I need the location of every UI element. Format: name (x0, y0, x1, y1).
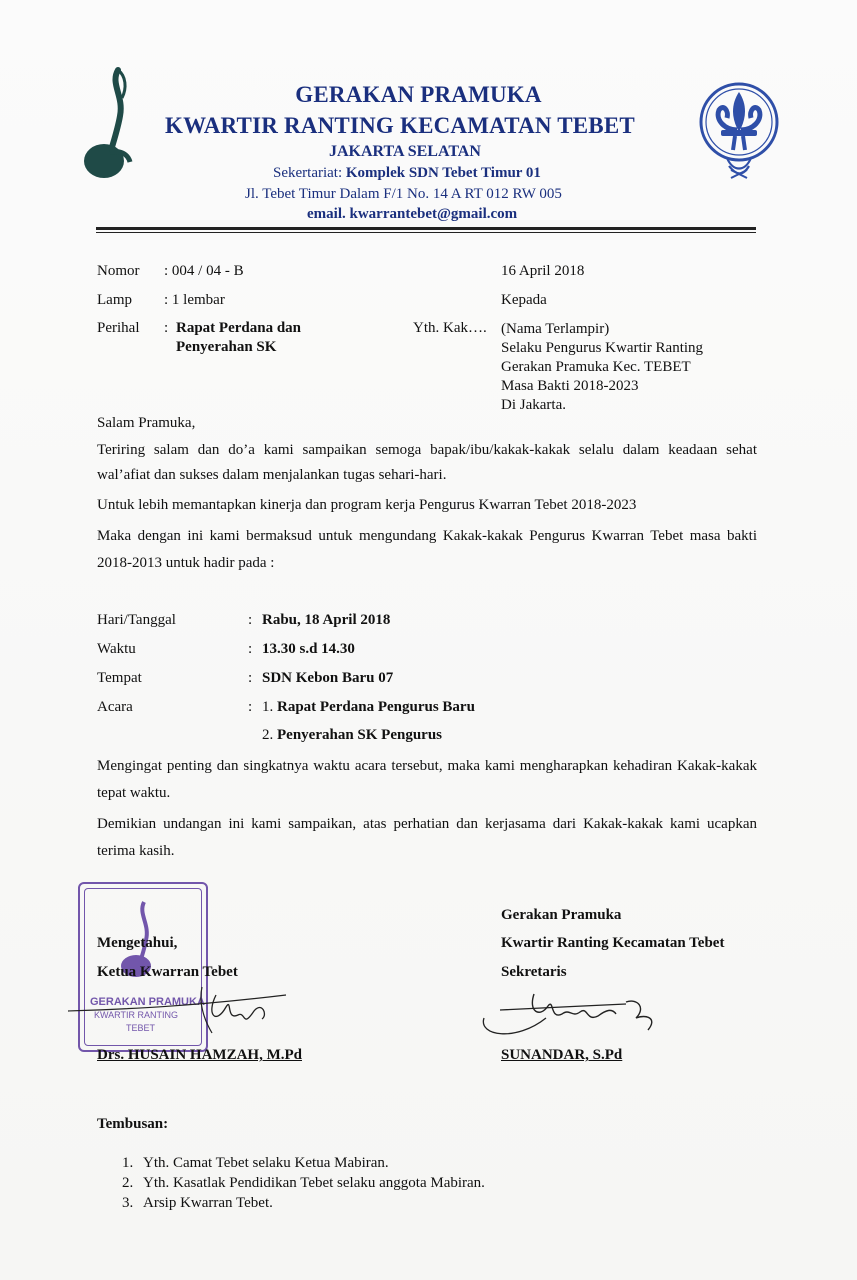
nomor-value: : 004 / 04 - B (164, 263, 244, 279)
stamp-line-2: KWARTIR RANTING (94, 1010, 179, 1020)
waktu-label: Waktu (97, 641, 136, 657)
right-sign-line1: Gerakan Pramuka (501, 907, 622, 923)
list-item: 2. Yth. Kasatlak Pendidikan Tebet selaku anggota Mabiran. (137, 1173, 485, 1193)
secretariat: Sekertariat: Komplek SDN Tebet Timur 01 (273, 165, 541, 181)
kepada-label: Kepada (501, 292, 547, 308)
cc-list (97, 1153, 485, 1213)
acara-item-1: 1. Rapat Perdana Pengurus Baru (262, 699, 475, 715)
tempat-value: SDN Kebon Baru 07 (262, 670, 394, 686)
list-item: 1. Yth. Camat Tebet selaku Ketua Mabiran. (137, 1153, 485, 1173)
lamp-label: Lamp (97, 292, 132, 308)
left-sign-name: Drs. HUSAIN HAMZAH, M.Pd (97, 1047, 302, 1063)
waktu-value: 13.30 s.d 14.30 (262, 641, 355, 657)
lamp-value: : 1 lembar (164, 292, 225, 308)
letter-date: 16 April 2018 (501, 263, 585, 279)
hari-colon: : (248, 612, 253, 628)
acara-item-2: 2. Penyerahan SK Pengurus (262, 727, 443, 743)
address: Jl. Tebet Timur Dalam F/1 No. 14 A RT 012 RW 005 (245, 186, 562, 202)
city-title: JAKARTA SELATAN (329, 143, 481, 160)
unit-title: KWARTIR RANTING KECAMATAN TEBET (165, 113, 635, 138)
right-sign-name: SUNANDAR, S.Pd (501, 1047, 623, 1063)
stamp-line-1: GERAKAN PRAMUKA (90, 996, 205, 1008)
nomor-label: Nomor (97, 263, 140, 279)
right-signature-icon (476, 988, 666, 1046)
paragraph-1: Teriring salam dan do’a kami sampaikan semoga bapak/ibu/kakak-kakak selalu dalam keadaan sehat wal’afiat dan sukses dalam menjalankan tugas sehari-hari. (97, 442, 757, 483)
cc-title: Tembusan: (97, 1116, 169, 1132)
org-title: GERAKAN PRAMUKA (295, 82, 542, 107)
stamp-line-3: TEBET (126, 1023, 156, 1033)
paragraph-5: Demikian undangan ini kami sampaikan, atas perhatian dan kerjasama dari Kakak-kakak kami ucapkan terima kasih. (97, 816, 757, 859)
paragraph-4: Mengingat penting dan singkatnya waktu acara tersebut, maka kami mengharapkan kehadiran Kakak-kakak tepat waktu. (97, 758, 757, 801)
paragraph-2: Untuk lebih memantapkan kinerja dan program kerja Pengurus Kwarran Tebet 2018-2023 (97, 497, 637, 513)
header-rule-thin (96, 232, 756, 233)
hari-label: Hari/Tanggal (97, 612, 176, 628)
perihal-label: Perihal (97, 320, 140, 336)
recipient-block: (Nama Terlampir) Selaku Pengurus Kwartir Ranting Gerakan Pramuka Kec. TEBET Masa Bakti 2018-2023 Di Jakarta. (501, 321, 704, 413)
perihal-line1: Rapat Perdana dan (176, 320, 302, 336)
waktu-colon: : (248, 641, 253, 657)
paragraph-3: Maka dengan ini kami bermaksud untuk mengundang Kakak-kakak Pengurus Kwarran Tebet masa bakti 2018-2013 untuk hadir pada : (97, 528, 757, 571)
acara-colon: : (248, 699, 253, 715)
hari-value: Rabu, 18 April 2018 (262, 612, 391, 628)
acara-label: Acara (97, 699, 133, 715)
perihal-colon: : (164, 320, 169, 336)
header-rule-thick (96, 227, 756, 230)
right-sign-line2: Kwartir Ranting Kecamatan Tebet (501, 935, 725, 951)
tempat-colon: : (248, 670, 253, 686)
tempat-label: Tempat (97, 670, 142, 686)
email: email. kwarrantebet@gmail.com (307, 206, 518, 222)
yth-label: Yth. Kak…. (413, 320, 487, 336)
perihal-line2: Penyerahan SK (176, 339, 277, 355)
left-sign-line2: Ketua Kwarran Tebet (97, 964, 238, 980)
left-sign-line1: Mengetahui, (97, 935, 178, 951)
greeting: Salam Pramuka, (97, 415, 196, 431)
list-item: 3. Arsip Kwarran Tebet. (137, 1193, 485, 1213)
left-signature-icon (66, 985, 291, 1035)
right-sign-line3: Sekretaris (501, 964, 567, 980)
